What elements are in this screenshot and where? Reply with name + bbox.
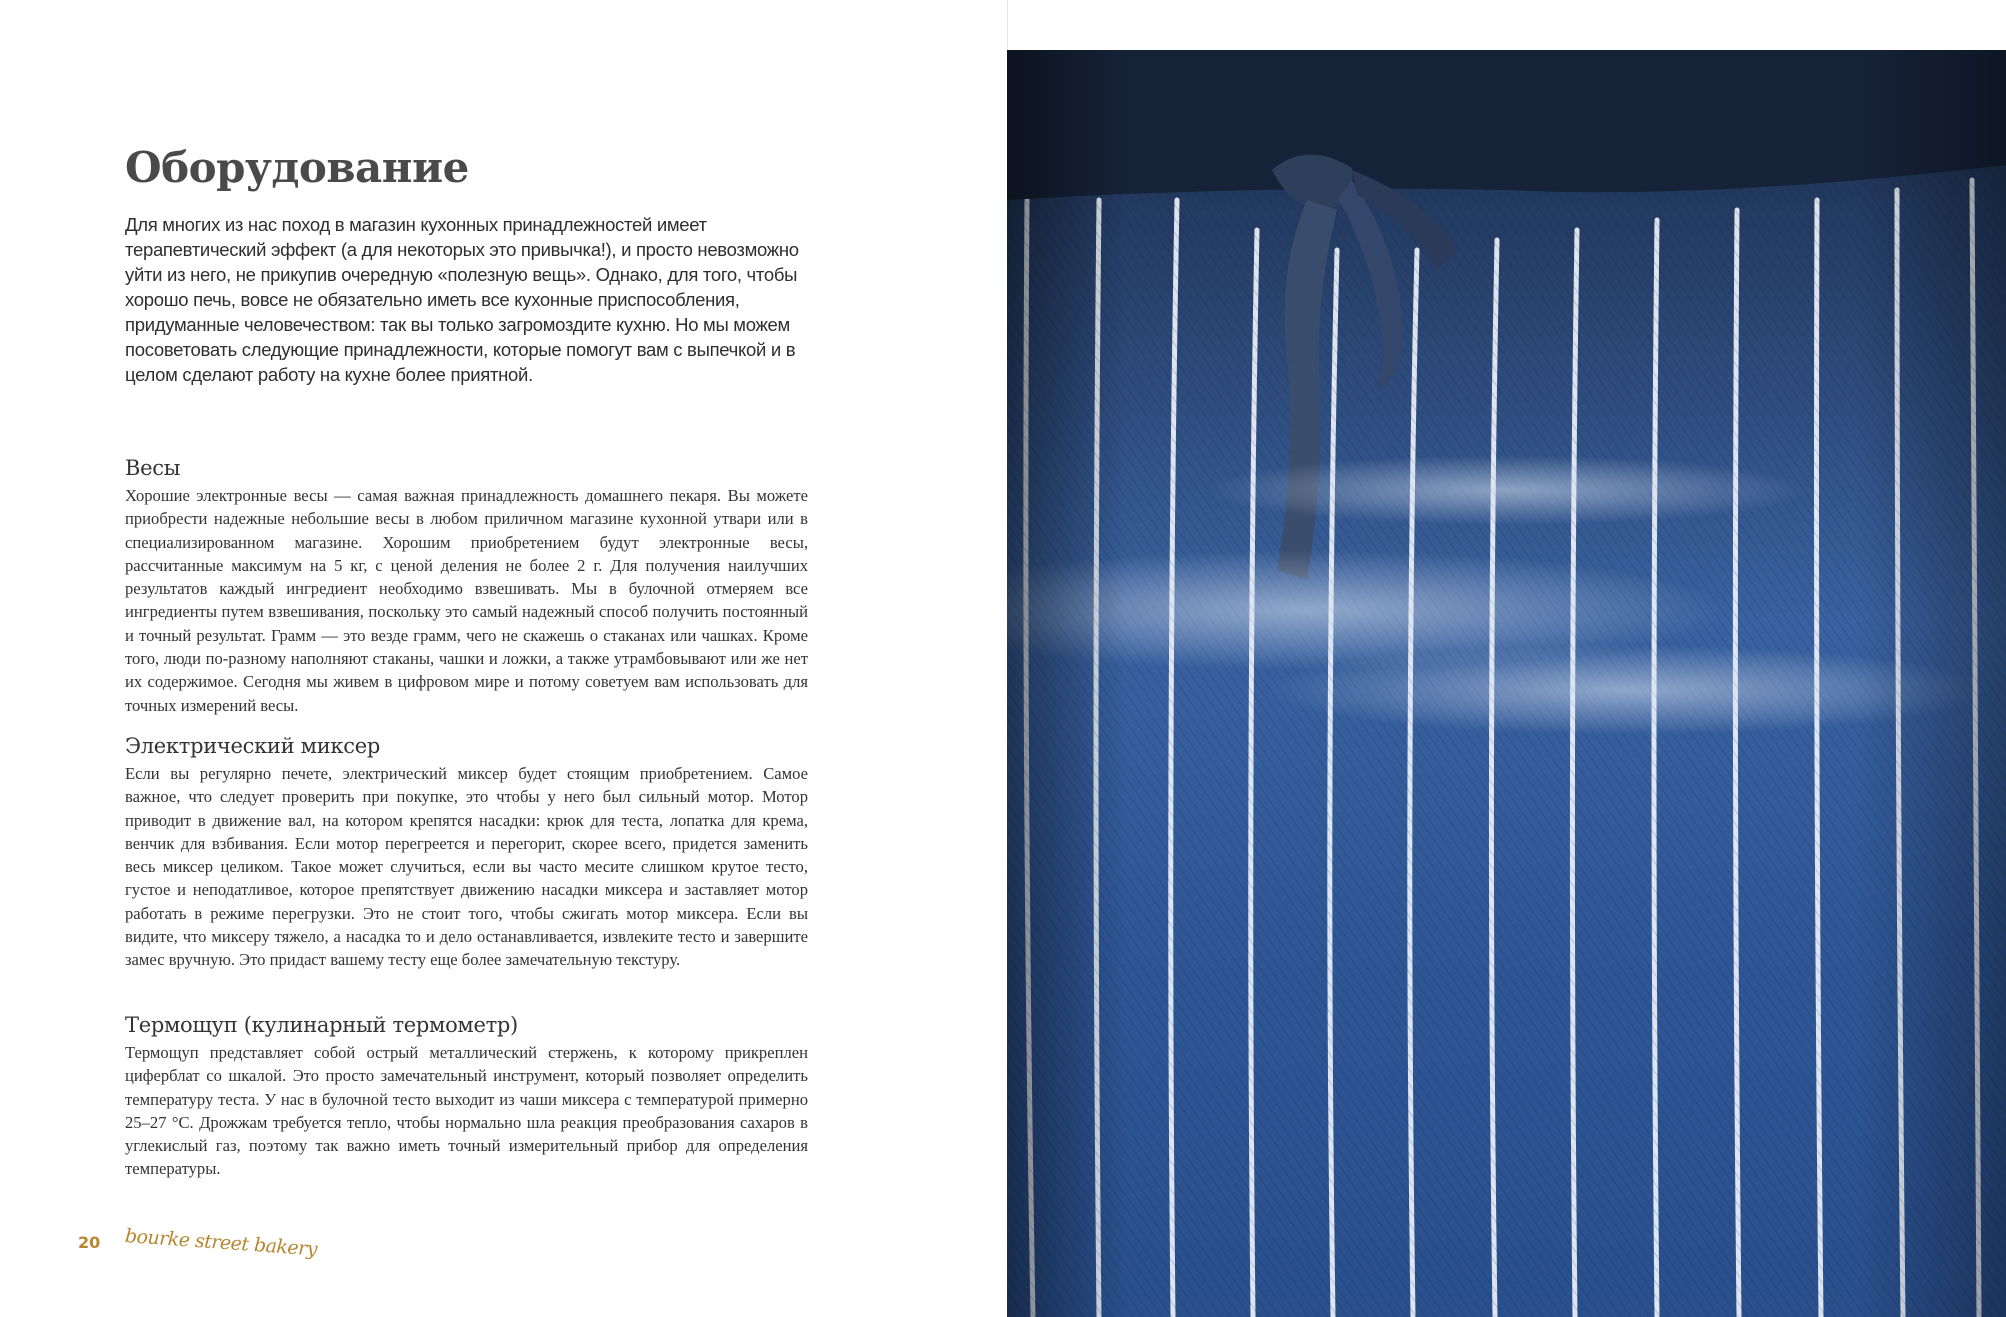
section-scales <box>125 455 808 717</box>
denim-apron-image <box>1007 50 2006 1317</box>
page-gutter <box>1007 0 1008 50</box>
vignette <box>1007 50 2006 1317</box>
section-heading: Весы <box>125 456 181 480</box>
section-body: Термощуп представляет собой острый металлический стержень, к которому прикреплен циферблат со шкалой. Это просто замечательный инструмент, который позволяет определить температуру теста. У нас в булочной тесто выходит из чаши миксера с температурой примерно 25–27 °С. Дрожжам требуется тепло, чтобы нормально шла реакция преобразования сахаров в углекислый газ, поэтому так важно иметь точный измерительный прибор для определения температуры. <box>125 1043 808 1179</box>
section-body: Хорошие электронные весы — самая важная принадлежность домашнего пекаря. Вы можете приобрести надежные небольшие весы в любом приличном магазине кухонной утвари или в специализированном магазине. Хорошим приобретением будут электронные весы, рассчитанные максимум на 5 кг, с ценой деления не более 2 г. Для получения наилучших результатов каждый ингредиент необходимо взвешивать. Мы в булочной отмеряем все ингредиенты путем взвешивания, поскольку это самый надежный способ получить постоянный и точный результат. Грамм — это везде грамм, чего не скажешь о стаканах или чашках. Кроме того, люди по-разному наполняют стаканы, чашки и ложки, а также утрамбовывают или же нет их содержимое. Сегодня мы живем в цифровом мире и потому советуем вам использовать для точных измерений весы. <box>125 486 808 715</box>
section-heading: Электрический миксер <box>125 734 380 758</box>
section-mixer <box>125 733 808 972</box>
section-body: Если вы регулярно печете, электрический миксер будет стоящим приобретением. Самое важное, что следует проверить при покупке, это чтобы у него был сильный мотор. Мотор приводит в движение вал, на котором крепятся насадки: крюк для теста, лопатка для крема, венчик для взбивания. Если мотор перегреется и перегорит, скорее всего, придется заменить весь миксер целиком. Такое может случиться, если вы часто месите слишком крутое тесто, густое и неподатливое, которое препятствует движению насадки миксера и заставляет мотор работать в режиме перегрузки. Это не стоит того, чтобы сжигать мотор миксера. Если вы видите, что миксеру тяжело, а насадка то и дело останавливается, извлеките тесто и завершите замес вручную. Это придаст вашему тесту еще более замечательную текстуру. <box>125 764 808 970</box>
bakery-logo: bourke street bakery <box>124 1225 318 1261</box>
section-heading: Термощуп (кулинарный термометр) <box>125 1013 518 1037</box>
page-number: 20 <box>78 1233 101 1252</box>
apron-photo <box>1007 50 2006 1317</box>
section-thermometer <box>125 1012 808 1181</box>
intro-paragraph: Для многих из нас поход в магазин кухонных принадлежностей имеет терапевтический эффект (а для некоторых это привычка!), и просто невозможно уйти из него, не прикупив очередную «полезную вещь». Однако, для того, чтобы хорошо печь, вовсе не обязательно иметь все кухонные приспособления, придуманные человечеством: так вы только загромоздите кухню. Но мы можем посоветовать следующие принадлежности, которые помогут вам с выпечкой и в целом сделают работу на кухне более приятной. <box>125 214 799 385</box>
page-title: Оборудование <box>125 143 469 192</box>
